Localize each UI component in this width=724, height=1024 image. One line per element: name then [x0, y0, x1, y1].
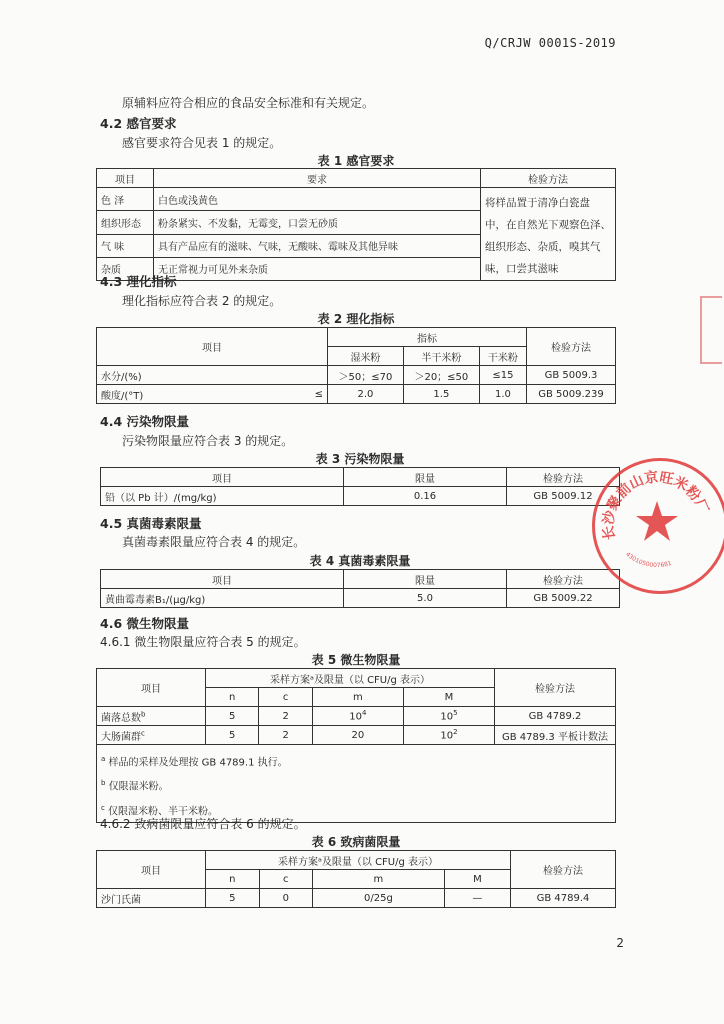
section-4-6-2-text: 4.6.2 致病菌限量应符合表 6 的规定。: [100, 817, 306, 831]
t2-sub-wet: 湿米粉: [327, 347, 403, 366]
t5-notes: [97, 745, 616, 823]
t5-value: 2: [259, 726, 312, 745]
seal-text-path: 长沙聚前山京旺米粉厂: [600, 469, 712, 541]
t6-header-item: 项目: [97, 851, 206, 889]
page-number: 2: [616, 936, 624, 950]
t2-header-item: 项目: [97, 328, 328, 366]
t4-item: 黄曲霉毒素B₁/(μg/kg): [101, 589, 344, 608]
seal-graphic: [595, 461, 719, 585]
t6-method: GB 4789.4: [511, 889, 616, 908]
section-4-3-text: 理化指标应符合表 2 的规定。: [122, 294, 282, 308]
t6-value: —: [444, 889, 510, 908]
t1-item: 气 味: [97, 234, 154, 257]
table-row: [97, 707, 616, 726]
table-row: [101, 487, 620, 506]
document-code: Q/CRJW 0001S-2019: [484, 36, 616, 50]
seal-number-path: 4301050007681: [624, 550, 673, 570]
t4-method: GB 5009.22: [507, 589, 620, 608]
t1-method-line: 中，在自然光下观察色泽、: [485, 219, 611, 231]
t5-item-label: 大肠菌群: [101, 731, 141, 743]
t4-header-item: 项目: [101, 570, 344, 589]
table-row: [97, 889, 616, 908]
table-3-caption: 表 3 污染物限量: [315, 452, 405, 466]
t1-item: 色 泽: [97, 188, 154, 211]
t5-value-exp: 2: [453, 728, 458, 737]
t1-requirement: 无正常视力可见外来杂质: [154, 257, 481, 280]
t6-value: 5: [206, 889, 260, 908]
t2-header-method: 检验方法: [527, 328, 616, 366]
page-edge-seal-fragment: [700, 296, 724, 368]
t5-note-mark: a: [101, 755, 106, 763]
t5-item-label: 菌落总数: [101, 712, 141, 724]
table-6-caption: 表 6 致病菌限量: [311, 835, 401, 849]
t6-sub-m: m: [313, 870, 445, 889]
t3-item: 铅（以 Pb 计）/(mg/kg): [101, 487, 344, 506]
t6-item: 沙门氏菌: [97, 889, 206, 908]
t1-method-line: 组织形态、杂质，嗅其气: [485, 241, 601, 253]
t3-header-item: 项目: [101, 468, 344, 487]
t1-header-method: 检验方法: [481, 169, 616, 188]
table-4: [100, 569, 620, 608]
t6-value: 0/25g: [313, 889, 445, 908]
intro-text: 原辅料应符合相应的食品安全标准和有关规定。: [122, 96, 375, 110]
t5-value: [403, 707, 494, 726]
t5-value-base: 10: [440, 730, 454, 742]
t5-item: [97, 726, 206, 745]
table-2: [96, 327, 616, 404]
t1-requirement: 白色或浅黄色: [154, 188, 481, 211]
t2-item-mark: ≤: [305, 385, 328, 404]
table-3: [100, 467, 620, 506]
t6-header-method: 检验方法: [511, 851, 616, 889]
table-6: [96, 850, 616, 908]
section-4-5-heading: 4.5 真菌毒素限量: [100, 516, 202, 531]
t3-method: GB 5009.12: [507, 487, 620, 506]
t5-value: 2: [259, 707, 312, 726]
table-row: [97, 726, 616, 745]
t5-sub-m: m: [312, 688, 403, 707]
t1-requirement: 粉条紧实、不发黏，无霉变，口尝无砂质: [154, 211, 481, 234]
table-5-caption: 表 5 微生物限量: [311, 653, 401, 667]
star-icon: [636, 501, 678, 541]
t2-value: 1.5: [403, 385, 479, 404]
table-row: [97, 366, 616, 385]
t4-header-limit: 限量: [344, 570, 507, 589]
t5-value: 20: [312, 726, 403, 745]
t2-value: 2.0: [327, 385, 403, 404]
t5-note: [101, 749, 611, 773]
t5-value: [403, 726, 494, 745]
t4-header-method: 检验方法: [507, 570, 620, 589]
t5-value-base: 10: [440, 711, 454, 723]
t1-requirement: 具有产品应有的滋味、气味，无酸味、霉味及其他异味: [154, 234, 481, 257]
t1-header-item: 项目: [97, 169, 154, 188]
t5-sub-M: M: [403, 688, 494, 707]
t2-sub-semidry: 半干米粉: [403, 347, 479, 366]
t2-header-index: 指标: [327, 328, 526, 347]
t2-method: GB 5009.3: [527, 366, 616, 385]
t5-value: 5: [206, 707, 259, 726]
t5-value-base: 10: [349, 711, 362, 723]
t5-note-text: 仅限湿米粉、半干米粉。: [108, 805, 219, 817]
seal-number: [624, 551, 673, 569]
t2-value: ＞20；≤50: [403, 366, 479, 385]
table-row: [97, 385, 616, 404]
t2-item: 酸度/(°T): [97, 385, 305, 404]
t5-value: [312, 707, 403, 726]
t5-note-mark: b: [101, 779, 106, 788]
table-1: [96, 168, 616, 281]
t1-method-cell: [481, 188, 616, 281]
section-4-6-1-text: 4.6.1 微生物限量应符合表 5 的规定。: [100, 635, 306, 649]
t1-item: 组织形态: [97, 211, 154, 234]
t5-item: [97, 707, 206, 726]
t5-value-exp: 4: [362, 709, 367, 718]
section-4-4-heading: 4.4 污染物限量: [100, 414, 189, 429]
company-seal: [592, 458, 724, 594]
t3-header-limit: 限量: [344, 468, 507, 487]
table-row: [97, 188, 616, 211]
t5-header-item: 项目: [97, 669, 206, 707]
t1-method-line: 将样品置于清净白瓷盘: [485, 197, 590, 209]
table-5: [96, 668, 616, 823]
table-row: [101, 589, 620, 608]
t5-item-sup: b: [141, 710, 146, 719]
t5-header-plan: 采样方案ᵃ及限量（以 CFU/g 表示）: [206, 669, 495, 688]
t5-item-sup: c: [141, 729, 145, 738]
t6-sub-n: n: [206, 870, 260, 889]
t5-value-exp: 5: [453, 709, 458, 718]
t5-header-method: 检验方法: [495, 669, 616, 707]
t2-method: GB 5009.239: [527, 385, 616, 404]
section-4-6-heading: 4.6 微生物限量: [100, 616, 189, 631]
t4-limit: 5.0: [344, 589, 507, 608]
t5-note: [101, 773, 611, 797]
t6-value: 0: [259, 889, 313, 908]
t6-sub-c: c: [259, 870, 313, 889]
t3-header-method: 检验方法: [507, 468, 620, 487]
t1-method-line: 味，口尝其滋味: [485, 263, 559, 275]
t2-value: ≤15: [479, 366, 526, 385]
section-4-3-heading: 4.3 理化指标: [100, 274, 177, 289]
t1-header-requirement: 要求: [154, 169, 481, 188]
t5-sub-c: c: [259, 688, 312, 707]
section-4-2-heading: 4.2 感官要求: [100, 116, 177, 131]
t5-method: GB 4789.2: [495, 707, 616, 726]
t2-item: 水分/(%): [97, 366, 328, 385]
t5-note-text: 样品的采样及处理按 GB 4789.1 执行。: [108, 757, 288, 769]
table-1-caption: 表 1 感官要求: [317, 154, 395, 168]
table-2-caption: 表 2 理化指标: [317, 312, 395, 326]
table-4-caption: 表 4 真菌毒素限量: [309, 554, 411, 568]
section-4-4-text: 污染物限量应符合表 3 的规定。: [122, 434, 294, 448]
t1-item: 杂质: [97, 257, 154, 280]
section-4-5-text: 真菌毒素限量应符合表 4 的规定。: [122, 535, 306, 549]
t5-note-mark: c: [101, 803, 105, 812]
t2-sub-dry: 干米粉: [479, 347, 526, 366]
t6-sub-M: M: [444, 870, 510, 889]
t6-header-plan: 采样方案ᵃ及限量（以 CFU/g 表示）: [206, 851, 511, 870]
t5-note-text: 仅限湿米粉。: [108, 781, 169, 793]
t3-limit: 0.16: [344, 487, 507, 506]
t2-value: 1.0: [479, 385, 526, 404]
t5-sub-n: n: [206, 688, 259, 707]
section-4-2-text: 感官要求符合见表 1 的规定。: [122, 136, 282, 150]
t2-value: ＞50；≤70: [327, 366, 403, 385]
t5-value: 5: [206, 726, 259, 745]
t5-method: GB 4789.3 平板计数法: [495, 726, 616, 745]
